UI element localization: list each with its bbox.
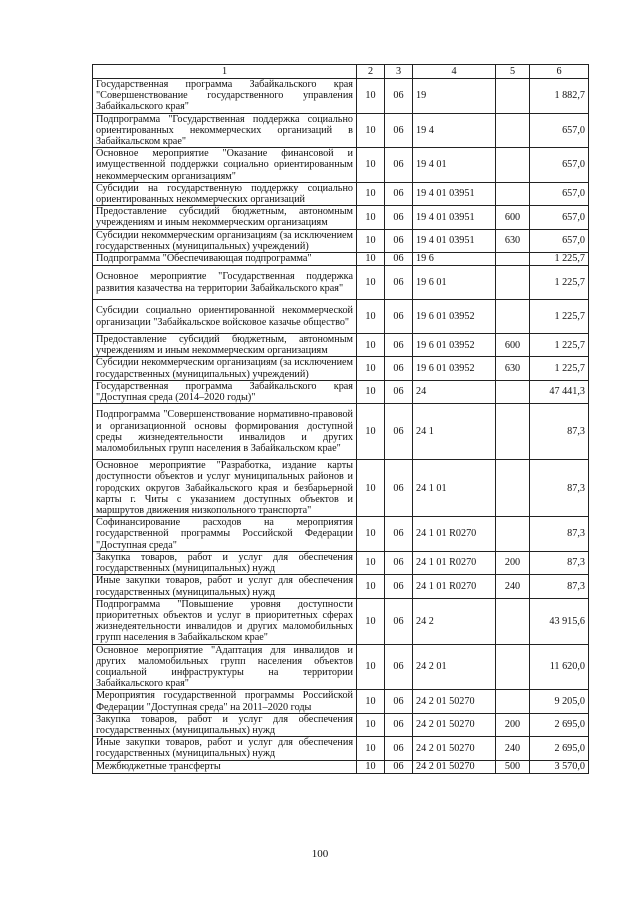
row-target-article-cell: 19 6 01 03952 [413,334,496,357]
row-name-cell: Подпрограмма "Совершенствование нормативно-правовой и организационной основы формирования доступной среды жизнедеятельности инвалидов и других маломобильных групп населения в Забайкальском крае" [93,404,357,460]
row-expense-type-cell [496,253,530,266]
row-amount-cell: 1 225,7 [530,266,589,300]
row-amount-cell: 87,3 [530,404,589,460]
row-section-cell: 10 [357,182,385,205]
row-expense-type-cell [496,266,530,300]
row-subsection-cell: 06 [385,690,413,713]
row-amount-cell: 3 570,0 [530,760,589,773]
row-expense-type-cell [496,79,530,114]
row-section-cell: 10 [357,357,385,380]
row-expense-type-cell: 500 [496,760,530,773]
budget-table [92,64,589,774]
row-subsection-cell: 06 [385,334,413,357]
row-target-article-cell: 19 4 01 [413,148,496,183]
row-target-article-cell: 24 1 01 R0270 [413,551,496,574]
row-section-cell: 10 [357,253,385,266]
row-amount-cell: 47 441,3 [530,380,589,403]
row-target-article-cell: 24 2 01 [413,644,496,690]
row-subsection-cell: 06 [385,713,413,736]
row-expense-type-cell [496,148,530,183]
row-expense-type-cell [496,300,530,334]
table-row [93,79,589,114]
row-subsection-cell: 06 [385,79,413,114]
row-section-cell: 10 [357,334,385,357]
row-target-article-cell: 24 2 01 50270 [413,690,496,713]
row-amount-cell: 1 225,7 [530,357,589,380]
header-cell-subsection: 3 [385,65,413,79]
row-target-article-cell: 19 6 01 03952 [413,357,496,380]
row-subsection-cell: 06 [385,551,413,574]
row-expense-type-cell: 240 [496,737,530,760]
row-name-cell: Иные закупки товаров, работ и услуг для обеспечения государственных (муниципальных) нужд [93,737,357,760]
row-expense-type-cell: 240 [496,575,530,598]
row-amount-cell: 87,3 [530,551,589,574]
row-amount-cell: 1 225,7 [530,253,589,266]
row-subsection-cell: 06 [385,575,413,598]
row-amount-cell: 657,0 [530,229,589,252]
row-amount-cell: 11 620,0 [530,644,589,690]
row-name-cell: Субсидии на государственную поддержку социально ориентированных некоммерческих организаций [93,182,357,205]
row-target-article-cell: 19 4 01 03951 [413,206,496,229]
row-expense-type-cell [496,690,530,713]
row-expense-type-cell: 630 [496,357,530,380]
row-expense-type-cell [496,380,530,403]
table-row [93,253,589,266]
row-amount-cell: 2 695,0 [530,713,589,736]
row-name-cell: Подпрограмма "Повышение уровня доступности приоритетных объектов и услуг в приоритетных сферах жизнедеятельности инвалидов и других маломобильных групп населения в Забайкальском крае" [93,598,357,644]
table-row [93,690,589,713]
row-amount-cell: 1 225,7 [530,300,589,334]
table-row [93,404,589,460]
row-subsection-cell: 06 [385,760,413,773]
row-name-cell: Межбюджетные трансферты [93,760,357,773]
row-subsection-cell: 06 [385,380,413,403]
table-row [93,206,589,229]
row-amount-cell: 657,0 [530,113,589,148]
row-name-cell: Подпрограмма "Государственная поддержка социально ориентированных некоммерческих организаций в Забайкальском крае" [93,113,357,148]
row-expense-type-cell [496,644,530,690]
row-expense-type-cell [496,113,530,148]
row-subsection-cell: 06 [385,404,413,460]
row-subsection-cell: 06 [385,517,413,552]
row-section-cell: 10 [357,79,385,114]
header-row [93,65,589,79]
table-row [93,113,589,148]
table-body [93,79,589,774]
row-name-cell: Основное мероприятие "Разработка, издание карты доступности объектов и услуг муниципальных районов и городских округов Забайкальского края и безбарьерной карты г. Читы с указанием доступных объектов и маршрутов движения низкопольного транспорта" [93,460,357,517]
table-row [93,266,589,300]
row-target-article-cell: 19 6 [413,253,496,266]
row-section-cell: 10 [357,598,385,644]
row-name-cell: Софинансирование расходов на мероприятия государственной программы Российской Федерации "Доступная среда" [93,517,357,552]
row-section-cell: 10 [357,713,385,736]
row-section-cell: 10 [357,113,385,148]
row-target-article-cell: 19 4 [413,113,496,148]
row-section-cell: 10 [357,690,385,713]
row-name-cell: Субсидии социально ориентированной некоммерческой организации "Забайкальское войсковое казачье общество" [93,300,357,334]
row-amount-cell: 2 695,0 [530,737,589,760]
row-section-cell: 10 [357,737,385,760]
table-row [93,598,589,644]
row-expense-type-cell [496,182,530,205]
row-section-cell: 10 [357,644,385,690]
row-section-cell: 10 [357,380,385,403]
row-expense-type-cell [496,460,530,517]
row-name-cell: Закупка товаров, работ и услуг для обеспечения государственных (муниципальных) нужд [93,551,357,574]
row-section-cell: 10 [357,229,385,252]
row-subsection-cell: 06 [385,148,413,183]
table-row [93,551,589,574]
row-section-cell: 10 [357,517,385,552]
row-target-article-cell: 24 1 01 R0270 [413,517,496,552]
row-subsection-cell: 06 [385,113,413,148]
row-target-article-cell: 19 6 01 03952 [413,300,496,334]
row-expense-type-cell [496,404,530,460]
row-amount-cell: 657,0 [530,182,589,205]
row-subsection-cell: 06 [385,737,413,760]
row-expense-type-cell [496,517,530,552]
row-section-cell: 10 [357,460,385,517]
row-subsection-cell: 06 [385,182,413,205]
row-target-article-cell: 19 4 01 03951 [413,182,496,205]
header-cell-expense-type: 5 [496,65,530,79]
row-subsection-cell: 06 [385,229,413,252]
row-subsection-cell: 06 [385,357,413,380]
table-row [93,357,589,380]
header-cell-amount: 6 [530,65,589,79]
row-amount-cell: 657,0 [530,148,589,183]
row-name-cell: Предоставление субсидий бюджетным, автономным учреждениям и иным некоммерческим организациям [93,206,357,229]
row-name-cell: Основное мероприятие "Оказание финансовой и имущественной поддержки социально ориентированным некоммерческим организациям" [93,148,357,183]
row-section-cell: 10 [357,266,385,300]
row-amount-cell: 87,3 [530,460,589,517]
row-target-article-cell: 24 2 [413,598,496,644]
row-name-cell: Субсидии некоммерческим организациям (за исключением государственных (муниципальных) учреждений) [93,229,357,252]
row-name-cell: Государственная программа Забайкальского края "Совершенствование государственного управления Забайкальского края" [93,79,357,114]
row-target-article-cell: 24 2 01 50270 [413,713,496,736]
row-amount-cell: 1 225,7 [530,334,589,357]
header-cell-name: 1 [93,65,357,79]
row-target-article-cell: 19 [413,79,496,114]
row-subsection-cell: 06 [385,300,413,334]
row-section-cell: 10 [357,206,385,229]
row-name-cell: Основное мероприятие "Государственная поддержка развития казачества на территории Забайкальского края" [93,266,357,300]
row-section-cell: 10 [357,300,385,334]
table-row [93,644,589,690]
row-expense-type-cell: 600 [496,334,530,357]
table-row [93,713,589,736]
row-subsection-cell: 06 [385,253,413,266]
row-section-cell: 10 [357,551,385,574]
table-row [93,334,589,357]
table-row [93,460,589,517]
row-name-cell: Иные закупки товаров, работ и услуг для обеспечения государственных (муниципальных) нужд [93,575,357,598]
row-subsection-cell: 06 [385,206,413,229]
table-row [93,380,589,403]
row-subsection-cell: 06 [385,598,413,644]
row-target-article-cell: 24 2 01 50270 [413,737,496,760]
row-target-article-cell: 19 4 01 03951 [413,229,496,252]
table-row [93,737,589,760]
row-section-cell: 10 [357,404,385,460]
row-name-cell: Закупка товаров, работ и услуг для обеспечения государственных (муниципальных) нужд [93,713,357,736]
row-section-cell: 10 [357,575,385,598]
table-row [93,760,589,773]
table-row [93,300,589,334]
table-row [93,182,589,205]
row-target-article-cell: 24 [413,380,496,403]
row-expense-type-cell: 630 [496,229,530,252]
row-name-cell: Предоставление субсидий бюджетным, автономным учреждениям и иным некоммерческим организациям [93,334,357,357]
table-row [93,148,589,183]
row-target-article-cell: 24 1 01 [413,460,496,517]
row-expense-type-cell [496,598,530,644]
row-target-article-cell: 19 6 01 [413,266,496,300]
table-row [93,229,589,252]
row-name-cell: Подпрограмма "Обеспечивающая подпрограмма" [93,253,357,266]
row-expense-type-cell: 200 [496,551,530,574]
row-subsection-cell: 06 [385,460,413,517]
row-target-article-cell: 24 2 01 50270 [413,760,496,773]
row-target-article-cell: 24 1 [413,404,496,460]
row-amount-cell: 87,3 [530,517,589,552]
row-amount-cell: 87,3 [530,575,589,598]
row-amount-cell: 657,0 [530,206,589,229]
row-section-cell: 10 [357,760,385,773]
row-amount-cell: 1 882,7 [530,79,589,114]
table-row [93,517,589,552]
row-subsection-cell: 06 [385,644,413,690]
row-name-cell: Государственная программа Забайкальского края "Доступная среда (2014–2020 годы)" [93,380,357,403]
table-row [93,575,589,598]
row-name-cell: Основное мероприятие "Адаптация для инвалидов и других маломобильных групп населения объектов социальной инфраструктуры на территории Забайкальского края" [93,644,357,690]
row-target-article-cell: 24 1 01 R0270 [413,575,496,598]
row-subsection-cell: 06 [385,266,413,300]
row-name-cell: Субсидии некоммерческим организациям (за исключением государственных (муниципальных) учреждений) [93,357,357,380]
header-cell-target-article: 4 [413,65,496,79]
row-amount-cell: 9 205,0 [530,690,589,713]
row-expense-type-cell: 200 [496,713,530,736]
row-expense-type-cell: 600 [496,206,530,229]
row-name-cell: Мероприятия государственной программы Российской Федерации "Доступная среда" на 2011–2020 годы [93,690,357,713]
page-number: 100 [311,848,329,860]
header-cell-section: 2 [357,65,385,79]
row-amount-cell: 43 915,6 [530,598,589,644]
row-section-cell: 10 [357,148,385,183]
